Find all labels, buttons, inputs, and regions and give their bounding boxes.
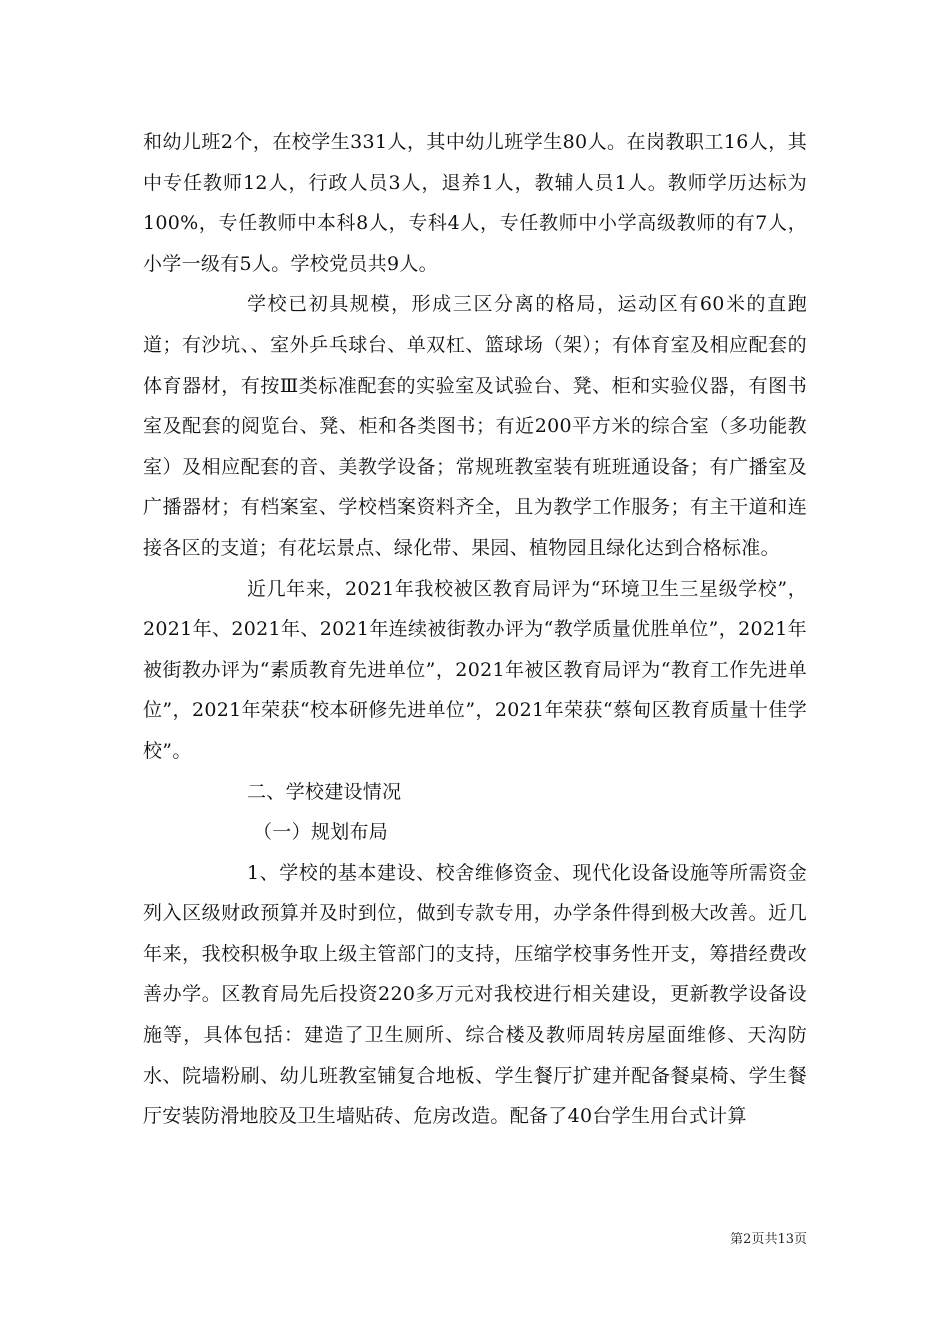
page-number: 第2页共13页 — [730, 1232, 807, 1247]
paragraph-honors: 近几年来，2021年我校被区教育局评为“环境卫生三星级学校”，2021年、2021年、2021年连续被街教办评为“教学质量优胜单位”，2021年被街教办评为“素质教育先进单位”，2021年被区教育局评为“教育工作先进单位”，2021年荣获“校本研修先进单位”，2021年荣获“蔡甸区教育质量十佳学校”。 — [143, 577, 807, 762]
paragraph-construction: 1、学校的基本建设、校舍维修资金、现代化设备设施等所需资金列入区级财政预算并及时到位，做到专款专用，办学条件得到极大改善。近几年来，我校积极争取上级主管部门的支持，压缩学校事务性开支，筹措经费改善办学。区教育局先后投资220多万元对我校进行相关建设，更新教学设备设施等，具体包括：建造了卫生厕所、综合楼及教师周转房屋面维修、天沟防水、院墙粉刷、幼儿班教室铺复合地板、学生餐厅扩建并配备餐桌椅、学生餐厅安装防滑地胶及卫生墙贴砖、危房改造。配备了40台学生用台式计算 — [143, 861, 807, 1128]
paragraph-enrollment: 和幼儿班2个，在校学生331人，其中幼儿班学生80人。在岗教职工16人，其中专任教师12人，行政人员3人，退养1人，教辅人员1人。教师学历达标为100%，专任教师中本科8人，专科4人，专任教师中小学高级教师的有7人，小学一级有5人。学校党员共9人。 — [143, 131, 807, 275]
paragraph-facilities: 学校已初具规模，形成三区分离的格局，运动区有60米的直跑道；有沙坑、、室外乒乓球台、单双杠、篮球场（架）；有体育室及相应配套的体育器材，有按Ⅲ类标准配套的实验室及试验台、凳、柜和实验仪器，有图书室及配套的阅览台、凳、柜和各类图书；有近200平方米的综合室（多功能教室）及相应配套的音、美教学设备；常规班教室装有班班通设备；有广播室及广播器材；有档案室、学校档案资料齐全，且为教学工作服务；有主干道和连接各区的支道；有花坛景点、绿化带、果园、植物园且绿化达到合格标准。 — [143, 293, 807, 559]
section-heading: 二、学校建设情况 — [247, 780, 402, 803]
document-body — [143, 122, 807, 1137]
sub-heading: （一）规划布局 — [253, 821, 389, 844]
